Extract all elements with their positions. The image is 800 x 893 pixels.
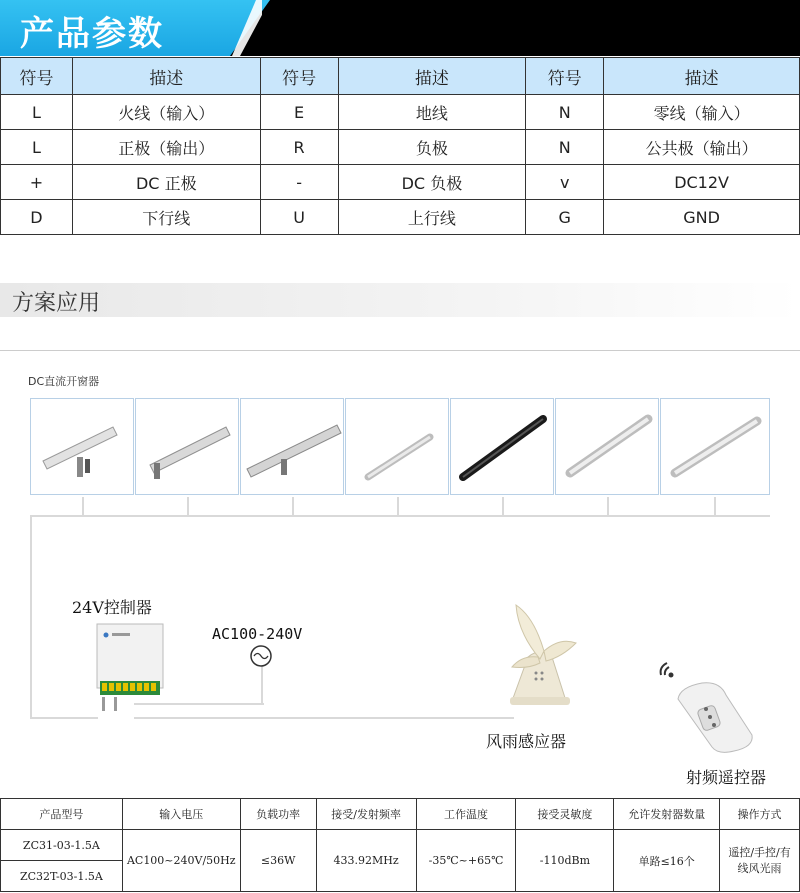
table-cell: R [260,130,338,165]
table-cell: - [260,165,338,200]
wire-tick [714,497,716,517]
table-cell: L [1,95,73,130]
table-row [1,165,800,200]
parameter-table [0,57,800,235]
power-cell: ≤36W [240,830,316,892]
wire [30,717,98,719]
wire-tick [82,497,84,517]
header-sensitivity: 接受灵敏度 [516,799,614,830]
table-cell: 上行线 [338,200,526,235]
remote-control-label: 射频遥控器 [686,768,767,787]
actuator-image [450,398,554,495]
actuator-image [346,399,448,494]
model-cell: ZC32T-03-1.5A [1,861,123,892]
header-temperature: 工作温度 [416,799,516,830]
header-operation: 操作方式 [720,799,800,830]
actuator-image [661,399,769,494]
table-cell: G [526,200,604,235]
table-row [1,95,800,130]
banner-title: 产品参数 [20,14,164,54]
actuator-image [556,399,658,494]
actuator-image [241,399,343,494]
spec-table-header [1,799,800,830]
actuator-image [240,398,344,495]
header-banner [0,0,800,56]
wind-rain-sensor-image [500,597,580,707]
dc-actuator-label: DC直流开窗器 [28,375,100,388]
header-symbol: 符号 [1,58,73,95]
remote-control-image [672,677,758,757]
wire-tick [607,497,609,517]
transmitters-cell: 单路≤16个 [614,830,720,892]
section-title: 方案应用 [12,291,101,316]
actuator-image [555,398,659,495]
table-row [1,130,800,165]
actuator-image [660,398,770,495]
wire [134,717,514,719]
actuator-image [451,399,553,494]
table-cell: N [526,130,604,165]
table-cell: 公共极（输出） [604,130,800,165]
header-frequency: 接受/发射频率 [316,799,416,830]
header-power: 负载功率 [240,799,316,830]
table-cell: DC 正极 [72,165,260,200]
header-description: 描述 [338,58,526,95]
wire-tick [502,497,504,517]
frequency-cell: 433.92MHz [316,830,416,892]
table-cell: GND [604,200,800,235]
table-cell: v [526,165,604,200]
wire-bus [30,515,770,517]
table-cell: E [260,95,338,130]
table-cell: 正极（输出） [72,130,260,165]
operation-cell: 遥控/手控/有线风光雨 [720,830,800,892]
table-row [1,830,800,861]
actuator-image [31,399,133,494]
table-cell: DC12V [604,165,800,200]
temperature-cell: -35℃~+65℃ [416,830,516,892]
controller-label: 24V控制器 [72,598,152,617]
header-description: 描述 [72,58,260,95]
ac-power-label: AC100-240V [212,625,303,643]
specification-table [0,798,800,892]
voltage-cell: AC100~240V/50Hz [122,830,240,892]
wind-rain-sensor-label: 风雨感应器 [486,732,567,751]
wire-tick [187,497,189,517]
controller-image [96,623,166,713]
header-model: 产品型号 [1,799,123,830]
wire [30,515,32,719]
table-cell: 地线 [338,95,526,130]
table-cell: 负极 [338,130,526,165]
actuator-image [136,399,238,494]
header-description: 描述 [604,58,800,95]
parameter-table-header [1,58,800,95]
header-symbol: 符号 [260,58,338,95]
table-cell: 下行线 [72,200,260,235]
table-cell: U [260,200,338,235]
model-cell: ZC31-03-1.5A [1,830,123,861]
table-cell: 火线（输入） [72,95,260,130]
table-row [1,200,800,235]
sensitivity-cell: -110dBm [516,830,614,892]
actuator-image [30,398,134,495]
table-cell: D [1,200,73,235]
header-voltage: 输入电压 [122,799,240,830]
header-symbol: 符号 [526,58,604,95]
power-source-icon [248,643,274,669]
wire-tick [397,497,399,517]
actuator-gallery [30,398,770,495]
actuator-image [345,398,449,495]
wire-tick [292,497,294,517]
table-cell: + [1,165,73,200]
table-cell: N [526,95,604,130]
section-header [0,283,800,317]
table-cell: L [1,130,73,165]
wire [261,664,263,704]
application-diagram [0,350,800,800]
table-cell: DC 负极 [338,165,526,200]
actuator-image [135,398,239,495]
header-transmitters: 允许发射器数量 [614,799,720,830]
table-cell: 零线（输入） [604,95,800,130]
